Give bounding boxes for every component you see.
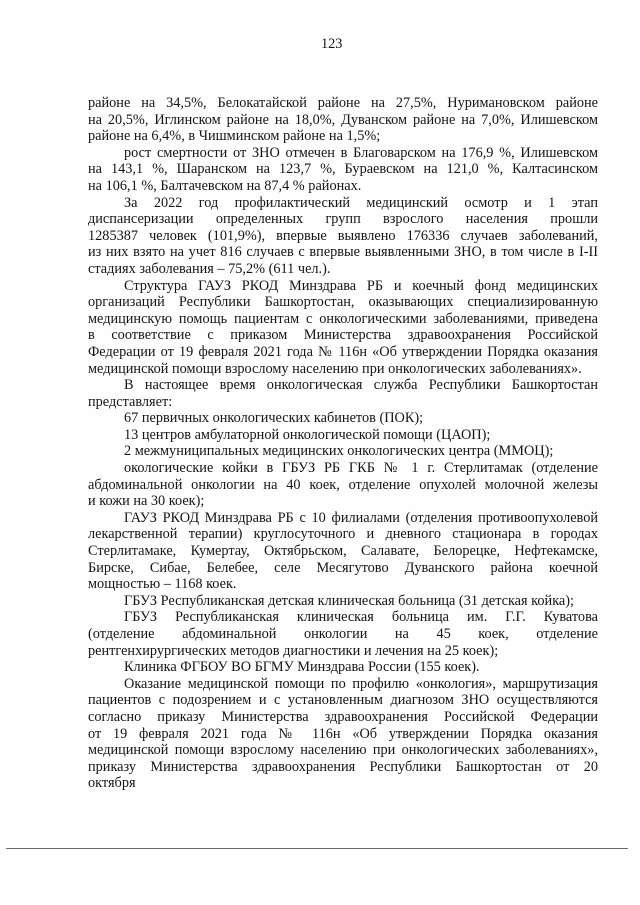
paragraph-care-routing — [88, 676, 598, 792]
text-line: Бирске, Сибае, Белебее, селе Месягутово Дуванского района коечной — [88, 559, 598, 576]
list-item-childrens-hospital — [88, 593, 598, 610]
text-line: ГАУЗ РКОД Минздрава РБ с 10 филиалами (отделения противоопухолевой — [124, 509, 598, 526]
paragraph-mortality-growth — [88, 145, 598, 195]
text-line: и кожи на 30 коек); — [88, 493, 205, 510]
text-line: октября — [88, 775, 136, 792]
list-item-intermunicipal-centers — [88, 443, 598, 460]
text-line: За 2022 год профилактический медицинский осмотр и 1 этап — [124, 194, 598, 211]
text-line: Клиника ФГБОУ ВО БГМУ Минздрава России (155 коек). — [124, 659, 480, 676]
text-line: районе на 34,5%, Белокатайской районе на 27,5%, Нуримановском районе — [88, 95, 598, 111]
text-line: Оказание медицинской помощи по профилю «онкология», маршрутизация — [124, 675, 598, 692]
text-line: медицинскую помощь пациентам с онкологическими заболеваниями, приведена — [88, 310, 598, 327]
text-line: стадиях заболевания – 75,2% (611 чел.). — [88, 260, 331, 277]
paragraph-service-intro — [88, 377, 598, 410]
text-line: ГБУЗ Республиканская клиническая больница им. Г.Г. Куватова — [124, 609, 598, 626]
text-line: рентгенхирургических методов диагностики и лечения на 25 коек); — [88, 642, 499, 659]
text-line: Федерации от 19 февраля 2021 года № 116н «Об утверждении Порядка оказания — [88, 343, 598, 360]
text-line: рост смертности от ЗНО отмечен в Благоварском на 176,9 %, Илишевском — [124, 144, 598, 161]
footer-rule — [6, 848, 628, 849]
text-line: мощностью – 1168 коек. — [88, 576, 237, 593]
text-line: представляет: — [88, 393, 173, 410]
paragraph-screening-2022 — [88, 195, 598, 278]
text-line: абдоминальной онкологии на 40 коек, отделение опухолей молочной железы — [88, 476, 598, 493]
paragraph-continued-district-growth — [88, 95, 598, 145]
text-line: 13 центров амбулаторной онкологической помощи (ЦАОП); — [124, 426, 491, 443]
text-line: приказу Министерства здравоохранения Республики Башкортостан от 20 — [88, 758, 598, 775]
text-line: (отделение абдоминальной онкологии на 45 коек, отделение — [88, 626, 598, 642]
text-line: окологические койки в ГБУЗ РБ ГКБ № 1 г. Стерлитамак (отделение — [124, 460, 598, 477]
text-line: 2 межмуниципальных медицинских онкологических центра (ММОЦ); — [124, 443, 554, 460]
list-item-rkod-branches — [88, 510, 598, 593]
text-line: ГБУЗ Республиканская детская клиническая больница (31 детская койка); — [124, 592, 575, 609]
text-line: на 143,1 %, Шаранском на 123,7 %, Бураевском на 121,0 %, Калтасинском — [88, 161, 598, 178]
text-line: медицинской помощи взрослому населению при онкологических заболеваниях», — [88, 742, 598, 759]
text-line: диспансеризации определенных групп взрослого населения прошли — [88, 211, 598, 228]
text-line: в соответствие с приказом Министерства здравоохранения Российской — [88, 327, 598, 344]
text-line: лекарственной терапии) круглосуточного и дневного стационара в городах — [88, 526, 598, 543]
list-item-kuvatov-hospital — [88, 609, 598, 659]
text-line: из них взято на учет 816 случаев с впервые выявленными ЗНО, в том числе в I-II — [88, 244, 598, 261]
text-line: на 20,5%, Иглинском районе на 18,0%, Дуванском районе на 7,0%, Илишевском — [88, 111, 598, 128]
text-line: медицинской помощи взрослому населению при онкологических заболеваниях». — [88, 360, 582, 377]
text-line: районе на 6,4%, в Чишминском районе на 1,5%; — [88, 128, 381, 145]
text-line: В настоящее время онкологическая служба Республики Башкортостан — [124, 377, 598, 394]
paragraph-oncology-structure — [88, 278, 598, 378]
list-item-sterlitamak-beds — [88, 460, 598, 510]
list-item-primary-cabinets — [88, 410, 598, 427]
text-line: организаций Республики Башкортостан, оказывающих специализированную — [88, 294, 598, 311]
text-line: 1285387 человек (101,9%), впервые выявлено 176336 случаев заболеваний, — [88, 227, 598, 244]
text-line: от 19 февраля 2021 года № 116н «Об утверждении Порядка оказания — [88, 725, 598, 742]
page-number: 123 — [321, 36, 343, 52]
text-line: 67 первичных онкологических кабинетов (ПОК); — [124, 410, 424, 427]
text-line: Структура ГАУЗ РКОД Минздрава РБ и коечный фонд медицинских — [124, 277, 598, 294]
text-line: согласно приказу Министерства здравоохранения Российской Федерации — [88, 708, 598, 725]
body-text — [88, 95, 598, 792]
text-line: Стерлитамаке, Кумертау, Октябрьском, Салавате, Белорецке, Нефтекамске, — [88, 543, 598, 560]
text-line: на 106,1 %, Балтачевском на 87,4 % районах. — [88, 177, 362, 194]
list-item-outpatient-centers — [88, 427, 598, 444]
list-item-bgmu-clinic — [88, 659, 598, 676]
text-line: пациентов с подозрением и с установленным диагнозом ЗНО осуществляются — [88, 692, 598, 709]
